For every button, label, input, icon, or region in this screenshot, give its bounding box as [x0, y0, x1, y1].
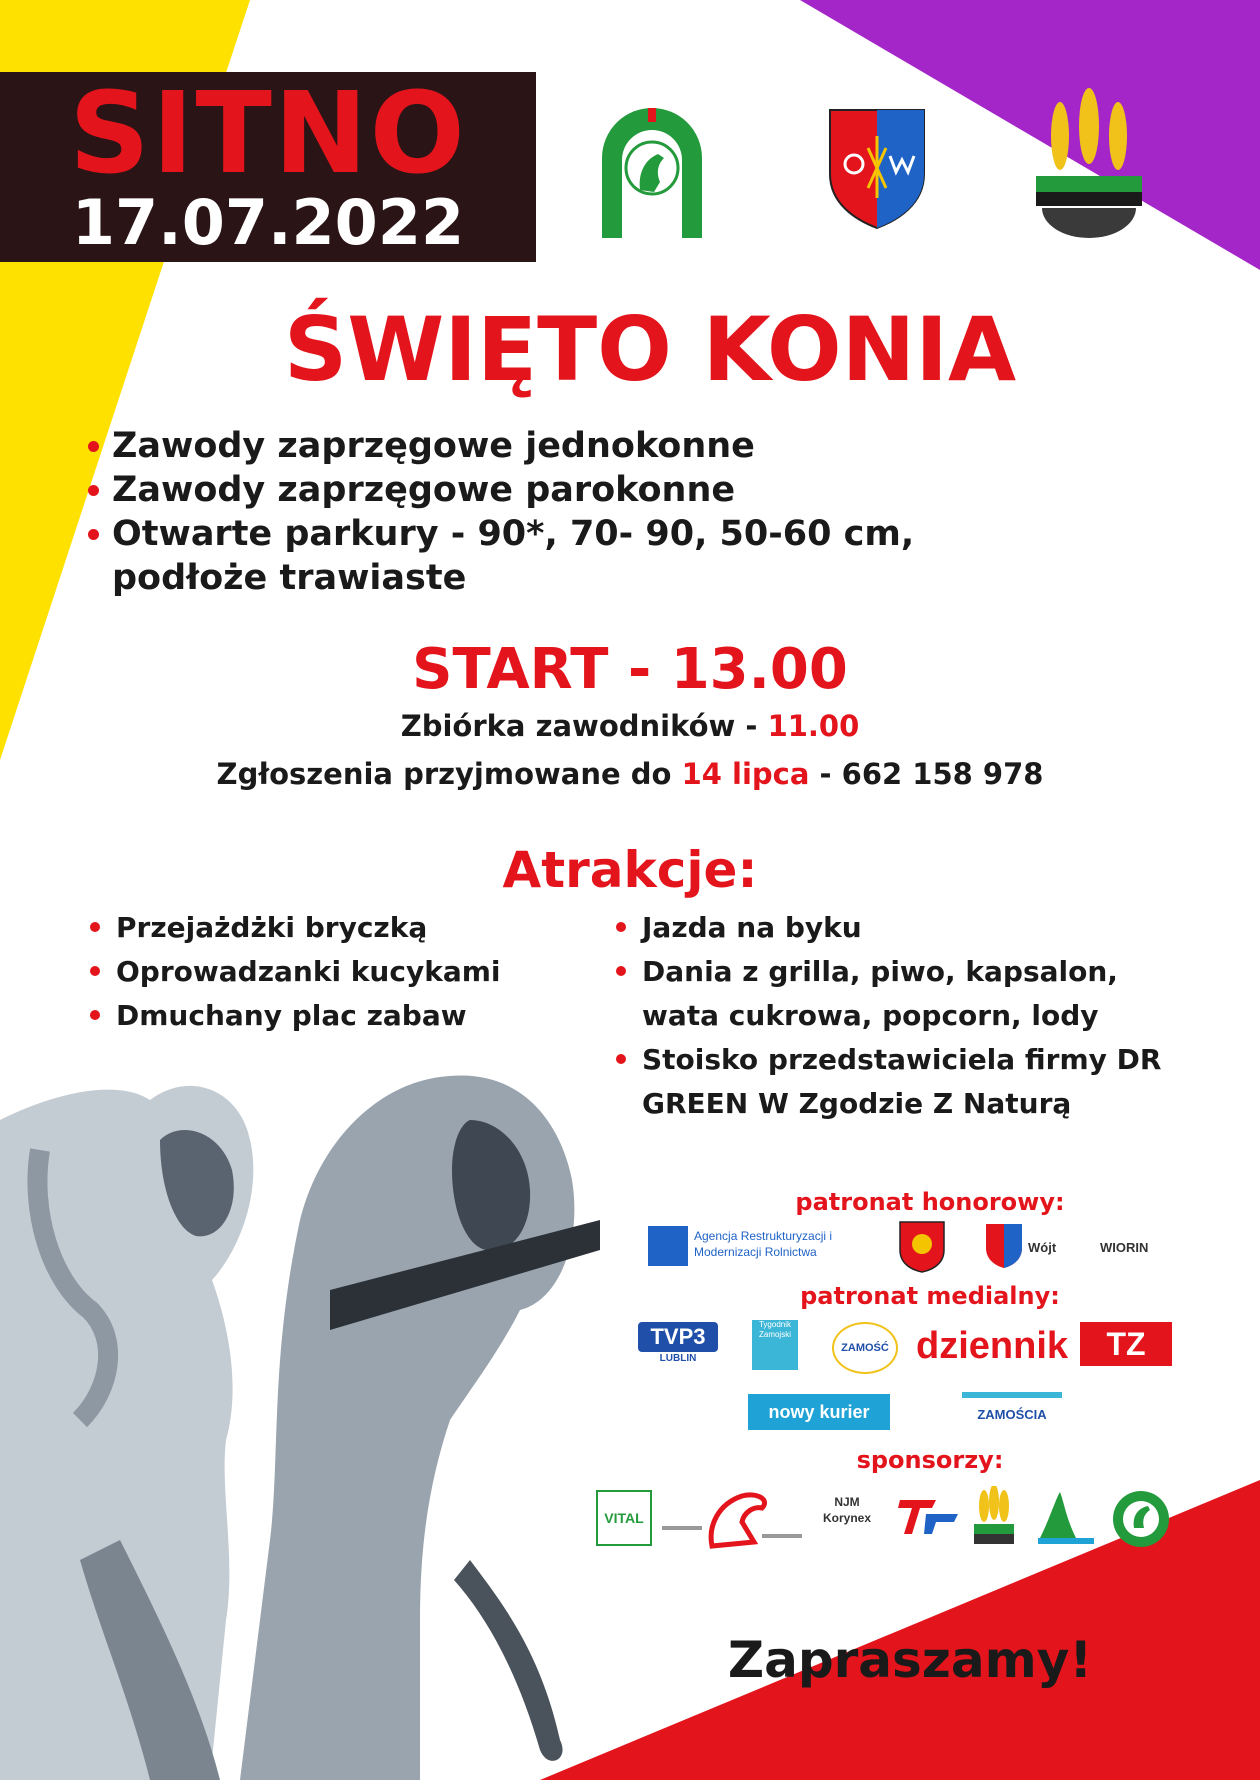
attractions-left-list [90, 906, 590, 1038]
bullet-icon [616, 922, 626, 932]
list-item: Oprowadzanki kucykami [90, 950, 590, 994]
coat-of-arms-icon [828, 108, 926, 230]
arimr-logo: Agencja Restrukturyzacji i Modernizacji Rolnictwa [648, 1224, 858, 1270]
kz-logo: ZAMOŚĆ [832, 1322, 898, 1374]
tvp3-logo: TVP3 LUBLIN [638, 1322, 718, 1370]
horseshoe-logo-icon [588, 98, 716, 246]
bullet-icon [90, 922, 100, 932]
event-title: ŚWIĘTO KONIA [283, 298, 1017, 401]
wojt-label: Wójt [1028, 1240, 1057, 1255]
list-item: Stoisko przedstawiciela firmy DR GREEN W Zgodzie Z Naturą [616, 1038, 1176, 1126]
start-time: START - 13.00 [412, 637, 848, 702]
sponsors-title: sponsorzy: [856, 1446, 1004, 1474]
tz-logo: TZ [1080, 1322, 1172, 1366]
bullet-icon [90, 966, 100, 976]
bullet-icon [616, 1054, 626, 1064]
media-patronage-title: patronat medialny: [800, 1282, 1060, 1310]
county-coat-of-arms-icon [898, 1220, 946, 1274]
attractions-title: Atrakcje: [502, 841, 758, 899]
tygodnik-zamojski-logo: Tygodnik Zamojski [752, 1320, 798, 1370]
list-item: Przejażdżki bryczką [90, 906, 590, 950]
bullet-icon [88, 485, 99, 496]
registration-info: Zgłoszenia przyjmowane do 14 lipca - 662 158 978 [216, 757, 1044, 791]
horses-illustration [0, 1060, 600, 1780]
bullet-icon [90, 1010, 100, 1020]
nowy-kurier-logo: nowy kurier [748, 1394, 890, 1430]
bullet-icon [88, 529, 99, 540]
commune-coat-of-arms-icon [984, 1222, 1024, 1270]
list-item: Zawody zaprzęgowe jednokonne [88, 424, 1068, 468]
gathering-time: Zbiórka zawodników - 11.00 [400, 709, 860, 743]
green-round-sponsor-icon [1110, 1488, 1172, 1550]
tf-sponsor-icon [896, 1494, 960, 1538]
wheat-sponsor-icon [972, 1486, 1016, 1546]
list-item: Otwarte parkury - 90*, 70- 90, 50-60 cm, podłoże trawiaste [88, 512, 1068, 600]
zamoscia-logo: ZAMOŚCIA [962, 1392, 1062, 1438]
list-item: Dania z grilla, piwo, kapsalon, wata cukrowa, popcorn, lody [616, 950, 1176, 1038]
arimr-icon [648, 1226, 688, 1266]
bullet-icon [616, 966, 626, 976]
competition-list [88, 424, 1068, 600]
invitation-text: Zapraszamy! [727, 1631, 1093, 1689]
bullet-icon [88, 441, 99, 452]
vital-logo: VITAL [596, 1490, 652, 1546]
list-item: Jazda na byku [616, 906, 1176, 950]
commune-sponsor-icon [1036, 1488, 1096, 1546]
attractions-right-list [616, 906, 1176, 1126]
city-name: SITNO [69, 69, 467, 199]
list-item: Dmuchany plac zabaw [90, 994, 590, 1038]
njm-korynex-logo: NJM Korynex [822, 1495, 872, 1525]
horse-head-sponsor-icon [662, 1486, 802, 1550]
honorary-patronage-title: patronat honorowy: [795, 1188, 1065, 1216]
wiorin-label: WIORIN [1100, 1240, 1149, 1255]
wheat-logo-icon [1030, 86, 1148, 244]
header-block [0, 69, 536, 262]
list-item: Zawody zaprzęgowe parokonne [88, 468, 1068, 512]
dziennik-logo: dziennik [916, 1325, 1069, 1367]
event-date: 17.07.2022 [71, 186, 465, 259]
